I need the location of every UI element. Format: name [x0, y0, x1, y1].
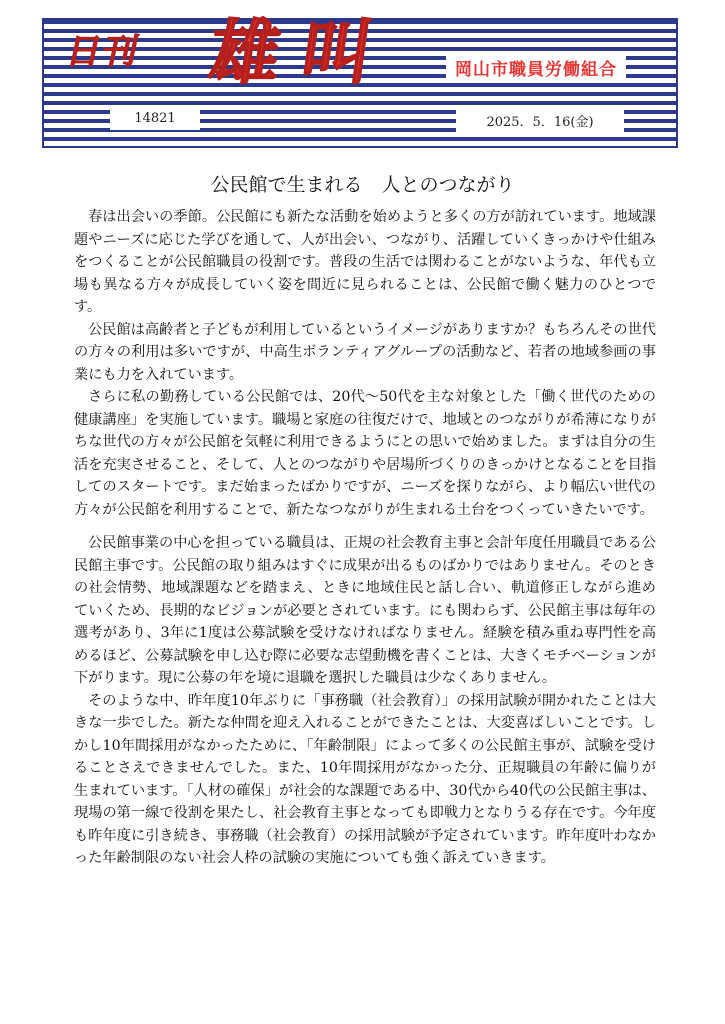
issue-number-box — [110, 106, 200, 130]
article-body — [74, 206, 656, 870]
article-paragraph-2: 公民館は高齢者と子どもが利用しているというイメージがありますか？もちろんその世代の方々の利用は多いですが、中高生ボランティアグループの活動など、若者の地域参画の事業にも力を入れています。 — [74, 321, 656, 383]
article-paragraph-5: そのような中、昨年度10年ぶりに「事務職（社会教育）」の採用試験が開かれたことは大きな一歩でした。新たな仲間を迎え入れることができたことは、大変喜ばしいことです。しかし10年間採用がなかったために、「年齢制限」によって多くの公民館主事が、試験を受けることさえできませんでした。また、10年間採用がなかった分、正規職員の年齢に偏りが生まれています。「人材の確保」が社会的な課題である中、30代から40代の公民館主事は、現場の第一線で役割を果たし、社会教育主事となっても即戦力となりうる存在です。今年度も昨年度に引き続き、事務職（社会教育）の採用試験が予定されています。昨年度叶わなかった年齢制限のない社会人枠の試験の実施についても強く訴えていきます。 — [74, 692, 656, 866]
masthead-logo-title: 雄叫 — [204, 12, 400, 94]
article-paragraph-4: 公民館事業の中心を担っている職員は、正規の社会教育主事と会計年度任用職員である公民館主事です。公民館の取り組みはすぐに成果が出るものばかりではありません。そのときの社会情勢、地域課題などを踏まえ、ときに地域住民と話し合い、軌道修正しながら進めていくため、長期的なビジョンが必要とされています。にも関わらず、公民館主事は毎年の選考があり、3年に1度は公募試験を受けなければなりません。経験を積み重ね専門性を高めるほど、公募試験を申し込む際に必要な志望動機を書くことは、大きくモチベーションが下がります。現に公募の年を境に退職を選択した職員は少なくありません。 — [74, 535, 656, 686]
date-box — [456, 108, 624, 132]
article-title: 公民館で生まれる 人とのつながり — [210, 174, 515, 196]
article-paragraph-1: 春は出会いの季節。公民館にも新たな活動を始めようと多くの方が訪れています。地域課題やニーズに応じた学びを通して、人が出会い、つながり、活躍していくきっかけや仕組みをつくることが公民館職員の役割です。普段の生活では関わることがないような、年代も立場も異なる方々が成長していく姿を間近に見られることは、公民館で働く魅力のひとつです。 — [74, 209, 656, 315]
union-name: 岡山市職員労働組合 — [455, 59, 617, 80]
union-name-box — [446, 54, 626, 80]
article-paragraph-3: さらに私の勤務している公民館では、20代～50代を主な対象とした「働く世代のための健康講座」を実施しています。職場と家庭の往復だけで、地域とのつながりが希薄になりがちな世代の方々が公民館を気軽に利用できるようにとの思いで始めました。まずは自分の生活を充実させること、そして、人とのつながりや居場所づくりのきっかけとなることを目指してのスタートです。まだ始まったばかりですが、ニーズを探りながら、より幅広い世代の方々が公民館を利用することで、新たなつながりが生まれる土台をつくっていきたいです。 — [74, 389, 656, 518]
masthead-logo-small: 日刊 — [63, 32, 144, 72]
paragraph-gap — [74, 521, 656, 532]
issue-number: 14821 — [134, 110, 176, 126]
issue-date: 2025．5．16(金) — [486, 114, 594, 130]
